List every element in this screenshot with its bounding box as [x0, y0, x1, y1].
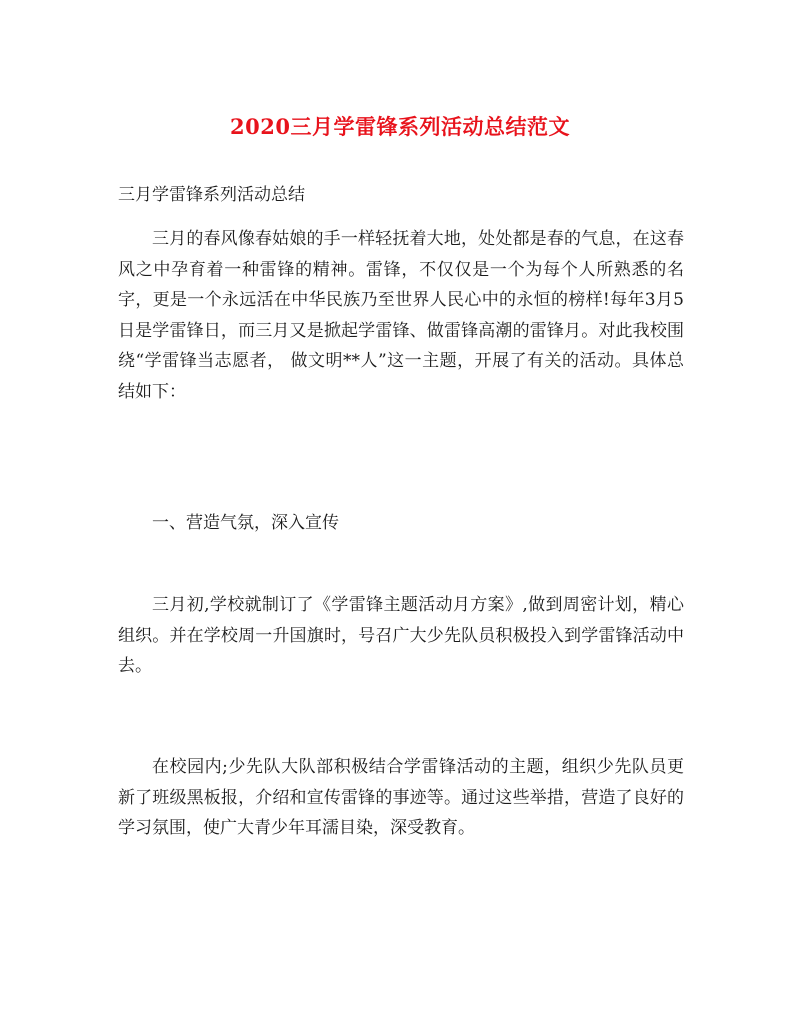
section-heading-1: 一、营造气氛，深入宣传 — [152, 513, 339, 533]
document-title: 2020三月学雷锋系列活动总结范文 — [230, 114, 570, 139]
paragraph-section-1a: 三月初,学校就制订了《学雷锋主题活动月方案》,做到周密计划，精心组织。并在学校周一升国旗时，号召广大少先队员积极投入到学雷锋活动中去。 — [118, 595, 684, 676]
paragraph-intro: 三月的春风像春姑娘的手一样轻抚着大地，处处都是春的气息，在这春风之中孕育着一种雷锋的精神。雷锋，不仅仅是一个为每个人所熟悉的名字，更是一个永远活在中华民族乃至世界人民心中的永恒的榜样!每年3月5日是学雷锋日，而三月又是掀起学雷锋、做雷锋高潮的雷锋月。对此我校围绕“学雷锋当志愿者， 做文明**人”这一主题，开展了有关的活动。具体总结如下： — [118, 229, 684, 402]
document-subheading: 三月学雷锋系列活动总结 — [118, 185, 305, 205]
paragraph-section-1b: 在校园内;少先队大队部积极结合学雷锋活动的主题，组织少先队员更新了班级黑板报，介绍和宣传雷锋的事迹等。通过这些举措，营造了良好的学习氛围，使广大青少年耳濡目染，深受教育。 — [118, 757, 684, 838]
